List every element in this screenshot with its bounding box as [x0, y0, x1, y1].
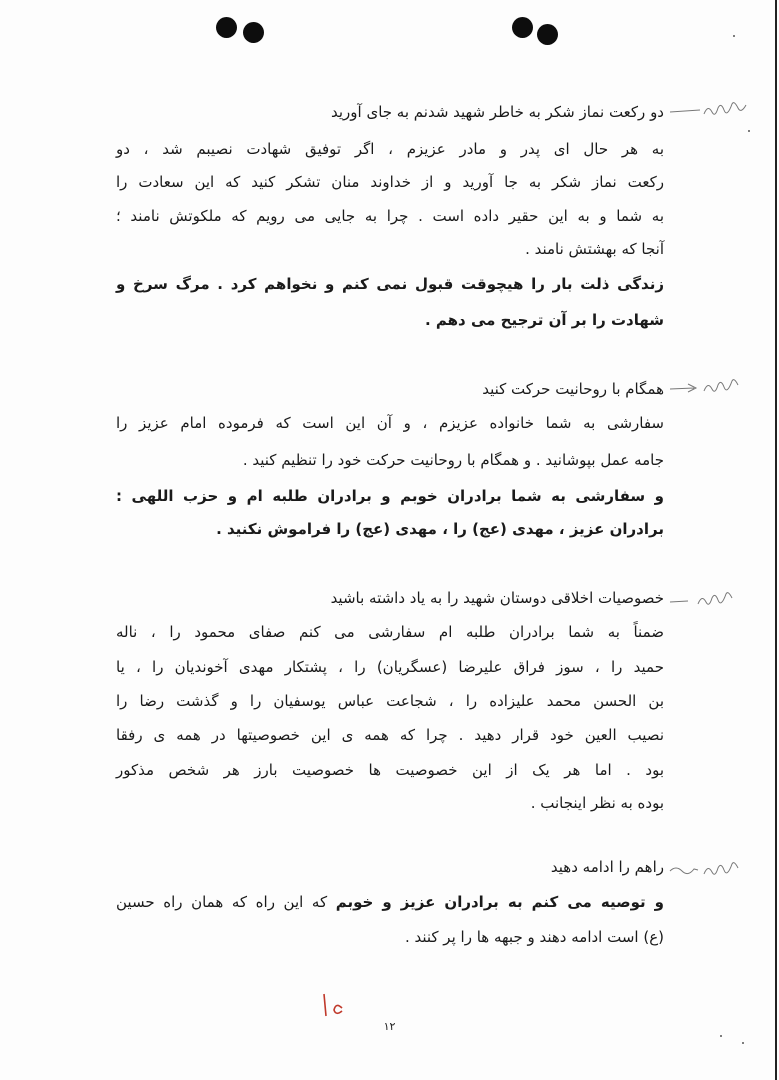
margin-note-bracket	[668, 588, 768, 614]
punch-hole	[512, 17, 533, 38]
text-line: جامه عمل بپوشانید . و همگام با روحانیت حرکت خود را تنظیم کنید .	[242, 451, 664, 469]
punch-hole	[243, 22, 264, 43]
text-line: بوده به نظر اینجانب .	[530, 794, 664, 812]
scan-speck	[720, 1035, 722, 1037]
text-line: (ع) است ادامه دهند و جبهه ها را پر کنند .	[404, 928, 664, 946]
normal-span: که این راه که همان راه حسین	[116, 893, 336, 911]
bold-text-line: شهادت را بر آن ترجیح می دهم .	[424, 311, 664, 329]
scan-speck	[748, 130, 750, 132]
margin-note-bracket	[668, 858, 768, 884]
text-line: آنجا که بهشتش نامند .	[525, 240, 664, 258]
bold-span: و توصیه می کنم به برادران عزیز و خوبم	[335, 893, 665, 911]
bold-text-line: و سفارشی به شما برادران خوبم و برادران طلبه ام و حزب اللهی :	[116, 487, 664, 505]
scan-speck	[733, 35, 735, 37]
mixed-text-line	[116, 893, 664, 911]
margin-note-bracket	[668, 375, 768, 401]
page-edge	[775, 0, 777, 1080]
text-line: ضمناً به شما برادران طلبه ام سفارشی می کنم صفای محمود را ، ناله	[116, 623, 664, 641]
section-heading: همگام با روحانیت حرکت کنید	[482, 380, 664, 398]
section-heading: خصوصیات اخلاقی دوستان شهید را به یاد داشته باشید	[330, 589, 664, 607]
margin-note-bracket	[668, 98, 768, 124]
text-line: به هر حال ای پدر و مادر عزیزم ، اگر توفیق شهادت نصیبم شد ، دو	[116, 140, 664, 158]
section-heading: دو رکعت نماز شکر به خاطر شهید شدنم به جای آورید	[330, 103, 664, 121]
section-heading: راهم را ادامه دهید	[550, 858, 664, 876]
text-line: حمید را ، سوز فراق علیرضا (عسگریان) را ، پشتکار مهدی آخوندیان را ، یا	[116, 658, 664, 676]
text-line: به شما و به این حقیر داده است . چرا به جایی می رویم که ملکوتش نامند ؛	[116, 207, 664, 225]
page-number: ۱۲	[383, 1020, 396, 1033]
bold-text-line: برادران عزیز ، مهدی (عج) را ، مهدی (عج) را فراموش نکنید .	[216, 520, 664, 538]
text-line: سفارشی به شما خانواده عزیزم ، و آن این است که فرموده امام عزیز را	[116, 414, 664, 432]
text-line: بن الحسن محمد علیزاده را ، شجاعت عباس یوسفیان را و گذشت رضا را	[116, 692, 664, 710]
text-line: نصیب العین خود قرار دهید . چرا که همه ی این خصوصیتها در همه ی رفقا	[116, 726, 664, 744]
scan-speck	[742, 1042, 744, 1044]
handwritten-page-number	[318, 990, 348, 1020]
text-line: بود . اما هر یک از این خصوصیت ها خصوصیت بارز هر شخص مذکور	[116, 761, 664, 779]
punch-hole	[216, 17, 237, 38]
punch-hole	[537, 24, 558, 45]
bold-text-line: زندگی ذلت بار را هیچوقت قبول نمی کنم و نخواهم کرد . مرگ سرخ و	[116, 275, 664, 293]
text-line: رکعت نماز شکر به جا آورید و از خداوند منان تشکر کنید که این سعادت را	[116, 173, 664, 191]
